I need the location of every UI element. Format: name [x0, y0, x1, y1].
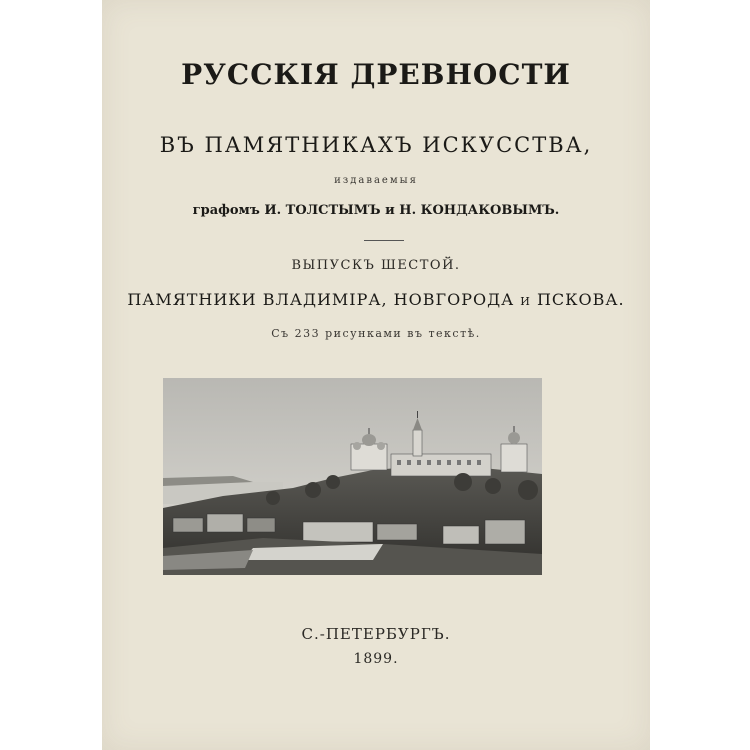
book-subtitle: ВЪ ПАМЯТНИКАХЪ ИСКУССТВА,: [159, 133, 593, 157]
book-title: РУССКІЯ ДРЕВНОСТИ: [181, 58, 571, 91]
publication-city: С.-ПЕТЕРБУРГЪ.: [301, 625, 451, 643]
volume-title: ПАМЯТНИКИ ВЛАДИМІРА, НОВГОРОДА и ПСКОВА.: [127, 290, 625, 309]
divider-rule: [364, 240, 404, 241]
book-title-page: [102, 0, 650, 750]
publication-year: 1899.: [353, 651, 399, 667]
issue-number: ВЫПУСКЪ ШЕСТОЙ.: [291, 258, 461, 273]
illustrations-note: Съ 233 рисунками въ текстѣ.: [271, 327, 481, 340]
publisher-note: издаваемыя: [334, 175, 418, 186]
authors-line: графомъ И. ТОЛСТЫМЪ и Н. КОНДАКОВЫМЪ.: [192, 203, 560, 218]
frontispiece-photo: [163, 378, 542, 575]
